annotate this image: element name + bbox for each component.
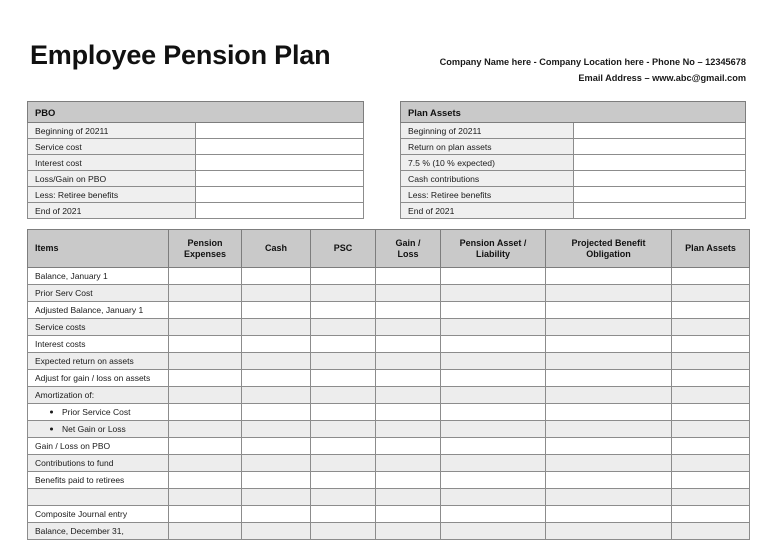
cell-projected-benefit-obligation[interactable] xyxy=(546,404,672,421)
cell-psc[interactable] xyxy=(311,421,376,438)
cell-gain-loss[interactable] xyxy=(376,302,441,319)
cell-gain-loss[interactable] xyxy=(376,506,441,523)
cell-pension-expenses[interactable] xyxy=(169,489,242,506)
cell-projected-benefit-obligation[interactable] xyxy=(546,387,672,404)
table-row xyxy=(28,187,364,203)
cell-cash[interactable] xyxy=(242,370,311,387)
cell-plan-assets[interactable] xyxy=(672,387,750,404)
table-row xyxy=(401,187,746,203)
cell-gain-loss[interactable] xyxy=(376,455,441,472)
row-label xyxy=(28,489,169,506)
cell-projected-benefit-obligation[interactable] xyxy=(546,268,672,285)
cell-projected-benefit-obligation[interactable] xyxy=(546,523,672,540)
plan-assets-table-title: Plan Assets xyxy=(401,102,746,123)
row-label: Prior Serv Cost xyxy=(28,285,169,302)
column-header-pension-asset-liability-line-2: Liability xyxy=(475,248,510,259)
cell-gain-loss[interactable] xyxy=(376,336,441,353)
cell-cash[interactable] xyxy=(242,455,311,472)
cell-cash[interactable] xyxy=(242,387,311,404)
row-label: Expected return on assets xyxy=(28,353,169,370)
cell-pension-expenses[interactable] xyxy=(169,336,242,353)
column-header-plan-assets xyxy=(672,230,750,268)
cell-psc[interactable] xyxy=(311,319,376,336)
cell-pension-expenses[interactable] xyxy=(169,268,242,285)
bullet-label-wrap xyxy=(28,407,168,417)
cell-psc[interactable] xyxy=(311,438,376,455)
cell-psc[interactable] xyxy=(311,370,376,387)
cell-cash[interactable] xyxy=(242,438,311,455)
company-contact-line-2: Email Address – www.abc@gmail.com xyxy=(578,73,746,83)
cell-psc[interactable] xyxy=(311,336,376,353)
cell-gain-loss[interactable] xyxy=(376,421,441,438)
cell-plan-assets[interactable] xyxy=(672,353,750,370)
cell-pension-expenses[interactable] xyxy=(169,353,242,370)
plan-assets-row-label: Cash contributions xyxy=(401,171,574,187)
row-label: Contributions to fund xyxy=(28,455,169,472)
cell-projected-benefit-obligation[interactable] xyxy=(546,370,672,387)
cell-pension-asset-liability[interactable] xyxy=(441,302,546,319)
cell-pension-expenses[interactable] xyxy=(169,438,242,455)
row-label: Composite Journal entry xyxy=(28,506,169,523)
plan-assets-row-value[interactable] xyxy=(573,139,746,155)
cell-plan-assets[interactable] xyxy=(672,268,750,285)
cell-projected-benefit-obligation[interactable] xyxy=(546,353,672,370)
cell-psc[interactable] xyxy=(311,285,376,302)
cell-pension-asset-liability[interactable] xyxy=(441,319,546,336)
pbo-row-label: Less: Retiree benefits xyxy=(28,187,196,203)
cell-gain-loss[interactable] xyxy=(376,523,441,540)
table-row xyxy=(28,302,750,319)
row-label: Balance, December 31, xyxy=(28,523,169,540)
plan-assets-row-value[interactable] xyxy=(573,171,746,187)
cell-pension-expenses[interactable] xyxy=(169,302,242,319)
table-row xyxy=(28,268,750,285)
cell-pension-asset-liability[interactable] xyxy=(441,404,546,421)
plan-assets-row-label: Beginning of 20211 xyxy=(401,123,574,139)
cell-psc[interactable] xyxy=(311,302,376,319)
cell-plan-assets[interactable] xyxy=(672,438,750,455)
column-header-pension-expenses-line-2: Expenses xyxy=(183,248,227,259)
pbo-table-body xyxy=(28,102,364,219)
column-header-cash xyxy=(242,230,311,268)
table-row xyxy=(401,203,746,219)
cell-pension-expenses[interactable] xyxy=(169,319,242,336)
cell-cash[interactable] xyxy=(242,268,311,285)
row-label: Gain / Loss on PBO xyxy=(28,438,169,455)
cell-plan-assets[interactable] xyxy=(672,523,750,540)
plan-assets-table-wrapper xyxy=(400,101,746,219)
column-header-projected-benefit-obligation-line-1: Projected Benefit xyxy=(571,237,646,248)
row-label: Service costs xyxy=(28,319,169,336)
cell-plan-assets[interactable] xyxy=(672,489,750,506)
cell-plan-assets[interactable] xyxy=(672,319,750,336)
cell-gain-loss[interactable] xyxy=(376,319,441,336)
pension-worksheet-head xyxy=(28,230,750,268)
cell-plan-assets[interactable] xyxy=(672,370,750,387)
pbo-table-wrapper xyxy=(27,101,364,219)
plan-assets-table-header-row xyxy=(401,102,746,123)
cell-pension-expenses[interactable] xyxy=(169,455,242,472)
pbo-row-value[interactable] xyxy=(196,155,364,171)
cell-pension-expenses[interactable] xyxy=(169,506,242,523)
pension-worksheet-table-wrapper xyxy=(27,229,749,540)
row-label: Balance, January 1 xyxy=(28,268,169,285)
table-row xyxy=(28,472,750,489)
cell-pension-asset-liability[interactable] xyxy=(441,438,546,455)
plan-assets-row-label: 7.5 % (10 % expected) xyxy=(401,155,574,171)
table-row xyxy=(28,455,750,472)
cell-psc[interactable] xyxy=(311,506,376,523)
table-row xyxy=(28,404,750,421)
table-row xyxy=(28,438,750,455)
cell-pension-asset-liability[interactable] xyxy=(441,421,546,438)
plan-assets-table-body xyxy=(401,102,746,219)
cell-projected-benefit-obligation[interactable] xyxy=(546,302,672,319)
cell-gain-loss[interactable] xyxy=(376,370,441,387)
column-header-projected-benefit-obligation-line-2: Obligation xyxy=(586,248,631,259)
cell-cash[interactable] xyxy=(242,489,311,506)
cell-psc[interactable] xyxy=(311,523,376,540)
cell-psc[interactable] xyxy=(311,268,376,285)
company-contact-block xyxy=(440,54,746,86)
cell-cash[interactable] xyxy=(242,302,311,319)
cell-pension-expenses[interactable] xyxy=(169,472,242,489)
table-row xyxy=(401,139,746,155)
cell-pension-asset-liability[interactable] xyxy=(441,268,546,285)
cell-psc[interactable] xyxy=(311,472,376,489)
cell-projected-benefit-obligation[interactable] xyxy=(546,319,672,336)
column-header-pension-expenses-line-1: Pension xyxy=(187,237,223,248)
table-row xyxy=(28,203,364,219)
table-row xyxy=(28,155,364,171)
document-header xyxy=(0,34,768,90)
pbo-row-value[interactable] xyxy=(196,139,364,155)
cell-pension-expenses[interactable] xyxy=(169,285,242,302)
table-row xyxy=(28,336,750,353)
page-title: Employee Pension Plan xyxy=(30,40,331,70)
bullet-label-wrap xyxy=(28,424,168,434)
cell-gain-loss[interactable] xyxy=(376,472,441,489)
cell-pension-asset-liability[interactable] xyxy=(441,336,546,353)
cell-cash[interactable] xyxy=(242,404,311,421)
plan-assets-table xyxy=(400,101,746,219)
cell-pension-asset-liability[interactable] xyxy=(441,489,546,506)
pbo-row-label: Beginning of 20211 xyxy=(28,123,196,139)
table-row xyxy=(28,353,750,370)
column-header-psc-line-1: PSC xyxy=(333,243,353,253)
pbo-row-label: End of 2021 xyxy=(28,203,196,219)
table-row xyxy=(28,421,750,438)
cell-psc[interactable] xyxy=(311,353,376,370)
bullet-icon xyxy=(50,428,53,431)
cell-cash[interactable] xyxy=(242,506,311,523)
pension-worksheet-header-row xyxy=(28,230,750,268)
column-header-plan-assets-line-1: Plan Assets xyxy=(685,243,736,253)
cell-projected-benefit-obligation[interactable] xyxy=(546,472,672,489)
cell-pension-asset-liability[interactable] xyxy=(441,387,546,404)
column-header-psc xyxy=(311,230,376,268)
column-header-gain-loss-line-2: Loss xyxy=(397,248,419,259)
cell-plan-assets[interactable] xyxy=(672,302,750,319)
row-label: Adjusted Balance, January 1 xyxy=(28,302,169,319)
table-row xyxy=(28,387,750,404)
plan-assets-row-label: End of 2021 xyxy=(401,203,574,219)
cell-pension-asset-liability[interactable] xyxy=(441,455,546,472)
cell-pension-expenses[interactable] xyxy=(169,421,242,438)
pbo-row-value[interactable] xyxy=(196,203,364,219)
column-header-gain-loss xyxy=(376,230,441,268)
cell-plan-assets[interactable] xyxy=(672,285,750,302)
table-row-blank xyxy=(28,489,750,506)
cell-plan-assets[interactable] xyxy=(672,404,750,421)
cell-plan-assets[interactable] xyxy=(672,455,750,472)
cell-cash[interactable] xyxy=(242,523,311,540)
cell-pension-expenses[interactable] xyxy=(169,404,242,421)
cell-cash[interactable] xyxy=(242,472,311,489)
cell-plan-assets[interactable] xyxy=(672,472,750,489)
pbo-table-header-row xyxy=(28,102,364,123)
cell-cash[interactable] xyxy=(242,336,311,353)
column-header-items-line-1: Items xyxy=(35,243,59,253)
plan-assets-row-value[interactable] xyxy=(573,203,746,219)
plan-assets-row-value[interactable] xyxy=(573,123,746,139)
cell-pension-asset-liability[interactable] xyxy=(441,370,546,387)
row-label-bulleted xyxy=(28,404,169,421)
cell-psc[interactable] xyxy=(311,489,376,506)
cell-gain-loss[interactable] xyxy=(376,387,441,404)
pbo-row-value[interactable] xyxy=(196,171,364,187)
cell-pension-asset-liability[interactable] xyxy=(441,353,546,370)
cell-cash[interactable] xyxy=(242,285,311,302)
cell-gain-loss[interactable] xyxy=(376,268,441,285)
cell-pension-asset-liability[interactable] xyxy=(441,285,546,302)
cell-plan-assets[interactable] xyxy=(672,336,750,353)
table-row xyxy=(401,171,746,187)
cell-gain-loss[interactable] xyxy=(376,489,441,506)
cell-gain-loss[interactable] xyxy=(376,285,441,302)
column-header-cash-line-1: Cash xyxy=(264,243,287,253)
cell-gain-loss[interactable] xyxy=(376,404,441,421)
table-row xyxy=(28,285,750,302)
pension-worksheet-body xyxy=(28,268,750,540)
cell-cash[interactable] xyxy=(242,353,311,370)
cell-projected-benefit-obligation[interactable] xyxy=(546,455,672,472)
pension-worksheet-table xyxy=(27,229,750,540)
column-header-items xyxy=(28,230,169,268)
column-header-projected-benefit-obligation xyxy=(546,230,672,268)
table-row xyxy=(28,123,364,139)
cell-psc[interactable] xyxy=(311,455,376,472)
cell-gain-loss[interactable] xyxy=(376,438,441,455)
pbo-row-value[interactable] xyxy=(196,187,364,203)
column-header-gain-loss-line-1: Gain / xyxy=(395,237,421,248)
cell-pension-expenses[interactable] xyxy=(169,523,242,540)
cell-projected-benefit-obligation[interactable] xyxy=(546,285,672,302)
table-row xyxy=(28,139,364,155)
row-label: Net Gain or Loss xyxy=(62,424,126,434)
table-row xyxy=(28,370,750,387)
cell-pension-asset-liability[interactable] xyxy=(441,472,546,489)
table-row xyxy=(401,155,746,171)
table-row xyxy=(28,523,750,540)
pbo-row-value[interactable] xyxy=(196,123,364,139)
cell-projected-benefit-obligation[interactable] xyxy=(546,506,672,523)
company-contact-line-1: Company Name here - Company Location here - Phone No – 12345678 xyxy=(439,57,746,67)
row-label: Benefits paid to retirees xyxy=(28,472,169,489)
cell-plan-assets[interactable] xyxy=(672,421,750,438)
cell-psc[interactable] xyxy=(311,387,376,404)
pbo-row-label: Service cost xyxy=(28,139,196,155)
column-header-pension-asset-liability-line-1: Pension Asset / xyxy=(459,237,527,248)
plan-assets-row-value[interactable] xyxy=(573,155,746,171)
bullet-icon xyxy=(50,411,53,414)
row-label: Prior Service Cost xyxy=(62,407,131,417)
table-row xyxy=(28,506,750,523)
pbo-row-label: Loss/Gain on PBO xyxy=(28,171,196,187)
cell-psc[interactable] xyxy=(311,404,376,421)
column-header-pension-asset-liability xyxy=(441,230,546,268)
cell-projected-benefit-obligation[interactable] xyxy=(546,438,672,455)
cell-projected-benefit-obligation[interactable] xyxy=(546,336,672,353)
cell-plan-assets[interactable] xyxy=(672,506,750,523)
cell-cash[interactable] xyxy=(242,421,311,438)
cell-pension-expenses[interactable] xyxy=(169,387,242,404)
cell-projected-benefit-obligation[interactable] xyxy=(546,489,672,506)
plan-assets-row-label: Less: Retiree benefits xyxy=(401,187,574,203)
plan-assets-row-label: Return on plan assets xyxy=(401,139,574,155)
row-label-bulleted xyxy=(28,421,169,438)
row-label: Amortization of: xyxy=(28,387,169,404)
column-header-pension-expenses xyxy=(169,230,242,268)
cell-cash[interactable] xyxy=(242,319,311,336)
plan-assets-row-value[interactable] xyxy=(573,187,746,203)
table-row xyxy=(401,123,746,139)
cell-pension-asset-liability[interactable] xyxy=(441,506,546,523)
row-label: Interest costs xyxy=(28,336,169,353)
cell-gain-loss[interactable] xyxy=(376,353,441,370)
table-row xyxy=(28,319,750,336)
pbo-row-label: Interest cost xyxy=(28,155,196,171)
table-row xyxy=(28,171,364,187)
cell-projected-benefit-obligation[interactable] xyxy=(546,421,672,438)
cell-pension-asset-liability[interactable] xyxy=(441,523,546,540)
row-label: Adjust for gain / loss on assets xyxy=(28,370,169,387)
pbo-table-title: PBO xyxy=(28,102,364,123)
pbo-table xyxy=(27,101,364,219)
cell-pension-expenses[interactable] xyxy=(169,370,242,387)
